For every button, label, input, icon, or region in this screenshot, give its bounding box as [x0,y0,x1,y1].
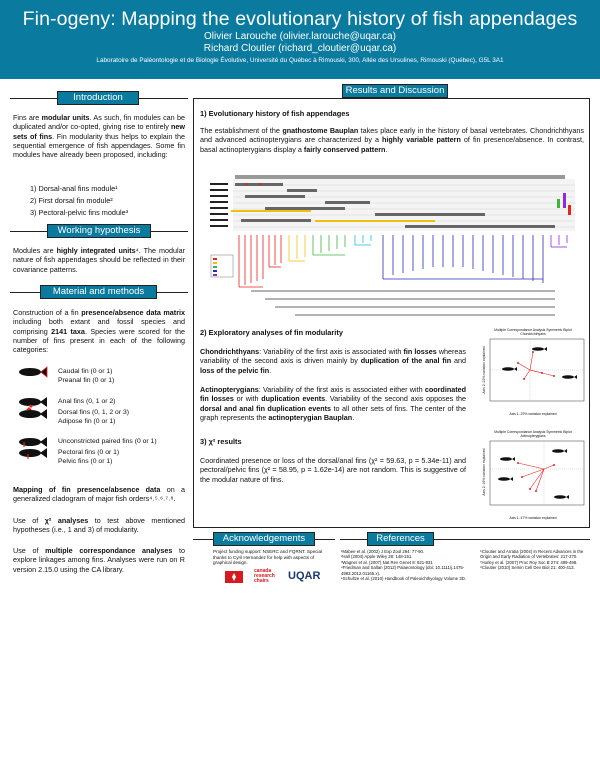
fin-cladogram [205,175,585,325]
results-chondrichthyans: Chondrichthyans: Variability of the first axis is associated with fin losses whereas variability of the second axis is driven mainly by duplication of the anal fin and loss of the pelvic fin. [200,347,466,375]
ref-item: ⁴Friedman and Sallan (2012) Palaeontology (doi: 10.1111/j.1475-4983.2012.01165.x). [341,565,465,576]
list-item: 1) Dorsal-anal fins module¹ [30,184,118,193]
ref-item: ⁸Cloutier (2010) Semin Cell Dev Biol 21: 400-413. [480,565,575,571]
intro-paragraph: Fins are modular units. As such, fin modules can be duplicated and/or co-opted, giving rise to entirely new sets of fins. Fin modularity thus helps to explain the sequential emergence of fish appendages. Some fin modules have already been proposed, including: [13,113,185,160]
author-1: Olivier Larouche (olivier.larouche@uqar.ca) [204,31,396,42]
mca-plot-actinopterygians [478,430,588,522]
mca1-ylabel: Axis 2: 22% variation explained [482,346,486,394]
methods-mca: Use of multiple correspondance analyses to explore linkages among fins. Analyses were run on R version 2.15.0 using the CA library. [13,546,185,574]
ref-item: ²Hall (2004) Apple Wiley 28: 148-151. [341,554,413,560]
canada-research-chairs-logo: canada research chairs [254,568,275,584]
mca1-title: Multiple Correspondance Analysis Symmetric Biplot Chondrichthyans [494,328,572,336]
fish-icon [16,407,48,419]
author-2: Richard Cloutier (richard_cloutier@uqar.ca) [203,43,397,54]
hypothesis-heading: Working hypothesis [47,224,151,238]
ref-item: ⁷Hurley et al. (2007) Proc Roy Soc B 274: 489-498. [480,559,578,565]
results-s2-title: 2) Exploratory analyses of fin modularity [200,328,343,337]
poster-header [0,0,600,79]
ack-text: Project funding support: NSERC and FQRNT. Special thanks to Cyril Hernandez for help with aspects of graphical design. [213,549,323,566]
ack-heading: Acknowledgements [213,532,315,546]
ref-item: ¹Mabee et al. (2002) J Exp Zool 294: 77-90. [341,549,425,554]
results-s1-title: 1) Evolutionary history of fish appendages [200,109,350,118]
ref-item: ³Wagner et al. (2007) Nat Rev Genet 8: 921-931 [341,559,433,565]
mca1-xlabel: Axis 1: 29% variation explained [509,412,557,416]
refs-column-1 [341,549,471,581]
methods-mapping: Mapping of fin presence/absence data on a generalized cladogram of major fish orders⁴˒⁵˒⁶˒⁷˒⁸. [13,485,185,504]
results-actinopterygians: Actinopterygians: Variability of the first axis is associated either with coordinated fin losses or with duplication events. Variability of the second axis opposes the dorsal and anal fin duplication events to all other sets of fins. The center of the graph represents the actinopterygian Bauplan. [200,385,466,422]
mca1-biplot [478,337,588,411]
nserc-logo [224,570,244,584]
fish-icon [16,366,48,378]
cladogram-legend [211,255,233,277]
module-list [30,183,180,219]
methods-paragraph: Construction of a fin presence/absence data matrix including both extant and fossil species and comprising 2141 taxa. Species were scored for the number of fins present in each of the following categories: [13,308,186,355]
results-s1-paragraph: The establishment of the gnathostome Bauplan takes place early in the history of basal vertebrates. Chondrichthyans and advanced actinopterygians are characterized by a highly variable pattern of fin presence/absence. In contrast, basal actinopterygians display a fairly conserved pattern. [200,126,585,154]
results-chi2-paragraph: Coordinated presence or loss of the dorsal/anal fins (χ² = 59.63, p = 5.34e-11) and pectoral/pelvic fins (χ² = 58.95, p = 1.62e-14) are not random. This is suggestive of the modular nature of fins. [200,456,466,484]
affiliation: Laboratoire de Paléontologie et de Biologie Évolutive, Université du Québec à Rimouski, 300, Allée des Ursulines, Rimouski (Québec), G5L 3A1 [96,57,504,64]
refs-column-2 [480,549,590,571]
hypothesis-paragraph: Modules are highly integrated units⁴. The modular nature of fish appendages should be reflected in their covariance patterns. [13,246,185,274]
ref-item: ⁶Cloutier and Arratia (2004) In Recent Advances in the Origin and Early Radiation of Vertebrates: 217-270. [480,549,584,560]
uqar-logo: UQAR [288,570,321,582]
refs-heading: References [367,532,434,546]
list-item: 3) Pectoral-pelvic fins module³ [30,208,129,217]
presence-absence-matrix [210,175,575,231]
mca2-xlabel: Axis 1: 47% variation explained [509,516,557,520]
ref-item: ⁵Schultze et al. (2010) Handbook of Paleoichthyology Volume 3D. [341,576,467,582]
cladogram-tree [239,235,567,315]
mca-plot-chondrichthyans [478,328,588,418]
fish-icon [16,447,48,459]
list-item: 2) First dorsal fin module² [30,196,113,205]
methods-heading: Material and methods [40,285,157,299]
mca2-ylabel: Axis 2: 16% variation explained [482,448,486,496]
poster-title: Fin-ogeny: Mapping the evolutionary history of fish appendages [22,8,578,30]
mca2-biplot [478,439,588,515]
mca2-title: Multiple Correspondance Analysis Symmetric Biplot Actinopterygians [494,430,572,438]
methods-chi2: Use of χ² analyses to test above mentioned hypotheses (i.e., 1 and 3) of modularity. [13,516,185,535]
intro-heading: Introduction [57,91,139,105]
results-s3-title: 3) χ² results [200,437,242,446]
results-heading: Results and Discussion [342,84,448,98]
